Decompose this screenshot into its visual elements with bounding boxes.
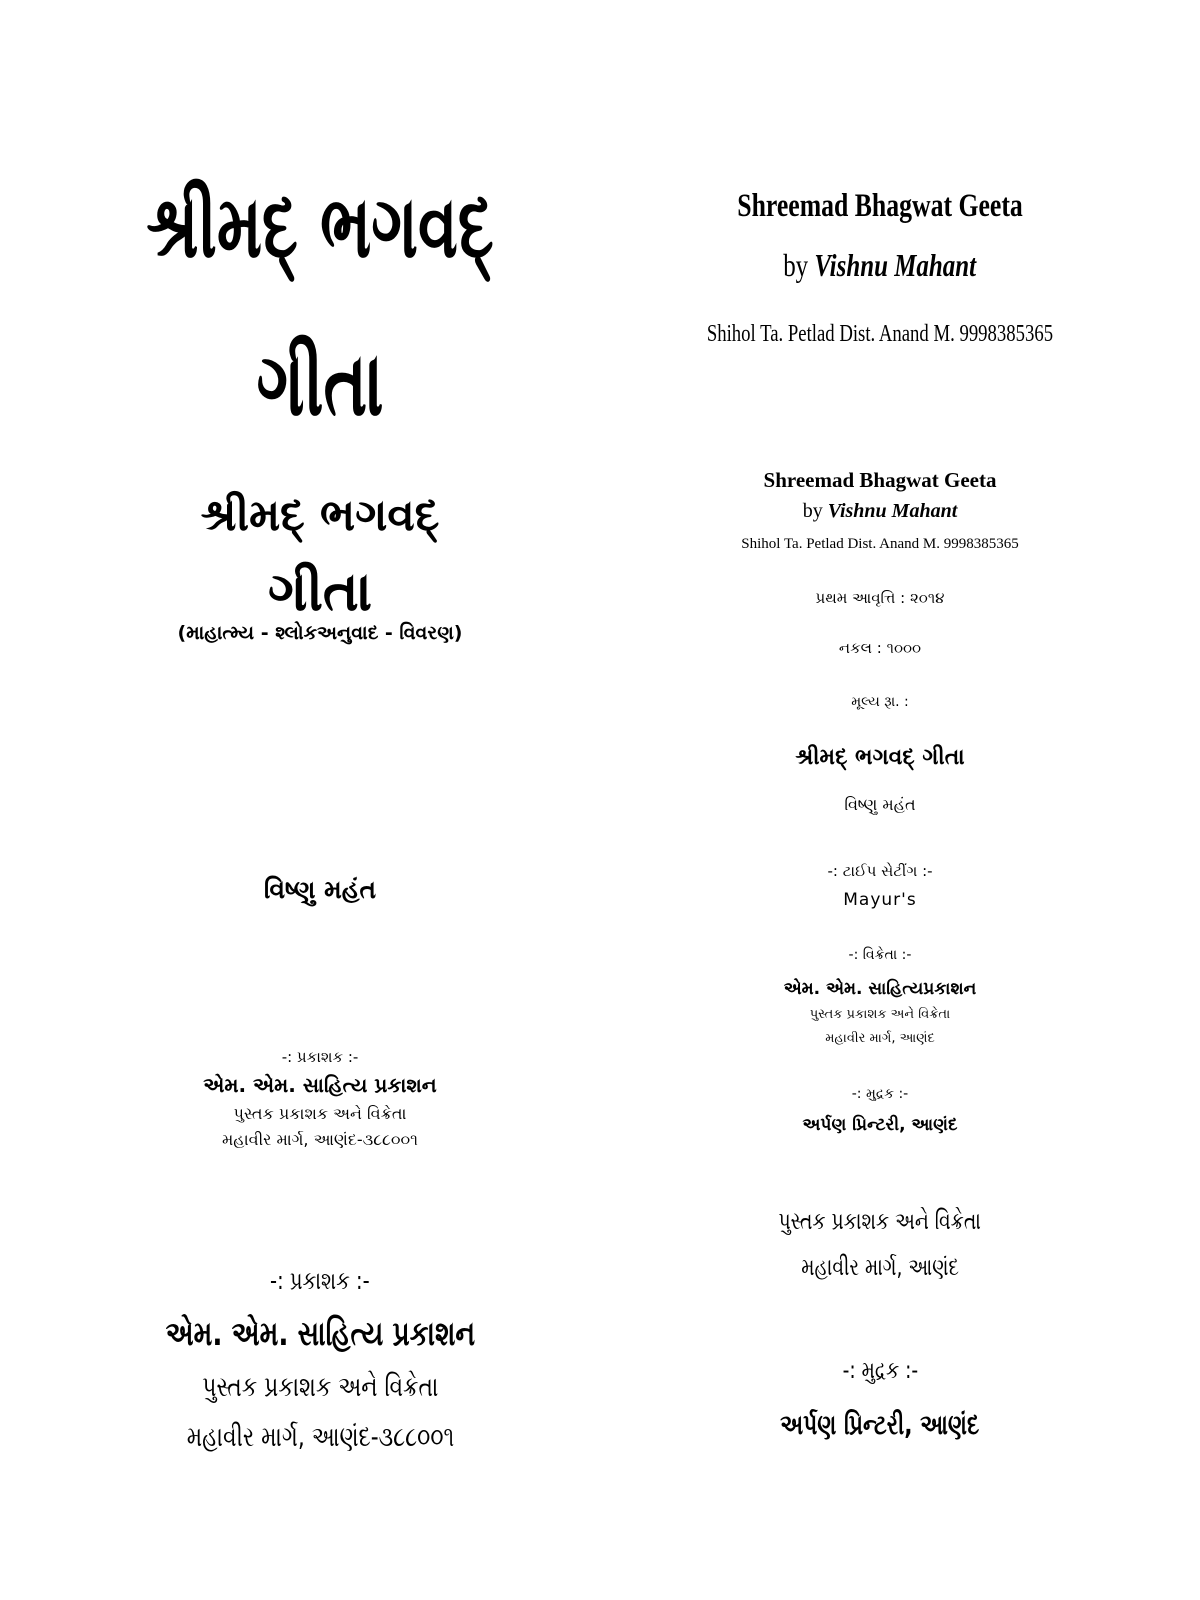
printer-name-large-text: અર્પણ પ્રિન્ટરી, આણંદ [780, 1408, 980, 1441]
english-title-large [640, 188, 1120, 225]
cut-off-title-fragment [0, 331, 640, 436]
author-name-small: વિષ્ણુ મહંત [844, 795, 916, 814]
typesetting-name: Mayur's [843, 890, 917, 910]
publisher-description-large [0, 1370, 640, 1404]
english-title: Shreemad Bhagwat Geeta [763, 468, 997, 492]
seller-address-large-text: મહાવીર માર્ગ, આણંદ [801, 1253, 959, 1281]
cut-title-text: ગીતા [256, 331, 384, 436]
author-name: વિષ્ણુ મહંત [263, 875, 377, 904]
publisher-name: એમ. એમ. સાહિત્ય પ્રકાશન [203, 1073, 437, 1097]
english-author: Vishnu Mahant [827, 500, 958, 522]
title-line-1: શ્રીમદ્ ભગવદ્ [200, 490, 440, 541]
publisher-label-large-text: -: પ્રકાશક :- [270, 1266, 370, 1295]
printer-label-large-text: -: મુદ્રક :- [842, 1356, 918, 1384]
seller-description-large-text: પુસ્તક પ્રકાશક અને વિક્રેતા [778, 1207, 982, 1235]
english-address: Shihol Ta. Petlad Dist. Anand M. 9998385365 [741, 536, 1019, 552]
seller-name: એમ. એમ. સાહિત્યપ્રકાશન [783, 979, 977, 999]
subtitle: (માહાત્મ્ય - શ્લોકઅનુવાદ - વિવરણ) [177, 622, 463, 644]
publisher-address: મહાવીર માર્ગ, આણંદ-૩૮૮૦૦૧ [222, 1130, 418, 1149]
seller-label: -: વિક્રેતા :- [848, 947, 912, 963]
publisher-name-large-text: એમ. એમ. સાહિત્ય પ્રકાશન [165, 1314, 475, 1354]
english-byline-large-inner [784, 247, 977, 284]
printer-name: અર્પણ પ્રિન્ટરી, આણંદ [802, 1115, 958, 1135]
seller-address: મહાવીર માર્ગ, આણંદ [825, 1031, 935, 1046]
seller-description-large [640, 1207, 1120, 1235]
printer-label: -: મુદ્રક :- [851, 1086, 909, 1102]
english-byline-large [640, 247, 1120, 284]
english-address-large-text: Shihol Ta. Petlad Dist. Anand M. 9998385365 [706, 321, 1054, 347]
publisher-description: પુસ્તક પ્રકાશક અને વિક્રેતા [233, 1104, 407, 1123]
book-title-gujarati: શ્રીમદ્ ભગવદ્ ગીતા [795, 745, 965, 770]
english-author-large: Vishnu Mahant [814, 247, 977, 283]
by-prefix: by [802, 500, 823, 522]
title-line-2: ગીતા [268, 560, 372, 623]
copies-info: નકલ : ૧૦૦૦ [838, 639, 922, 657]
printer-label-large [640, 1356, 1120, 1384]
english-byline [640, 500, 1120, 523]
english-address-large [640, 321, 1120, 348]
by-prefix: by [783, 247, 809, 283]
price-info: મૂલ્ય રૂા. : [851, 694, 909, 710]
seller-address-large [640, 1253, 1120, 1281]
publisher-name-large [0, 1314, 640, 1354]
seller-description: પુસ્તક પ્રકાશક અને વિક્રેતા [809, 1007, 951, 1022]
publisher-description-large-text: પુસ્તક પ્રકાશક અને વિક્રેતા [201, 1370, 439, 1403]
large-title-text: શ્રીમદ્ ભગવદ્ [146, 178, 494, 279]
printer-name-large [640, 1408, 1120, 1442]
publisher-address-large-text: મહાવીર માર્ગ, આણંદ-૩૮૮૦૦૧ [186, 1420, 454, 1453]
publisher-label: -: પ્રકાશક :- [281, 1048, 359, 1066]
edition-info: પ્રથમ આવૃત્તિ : ૨૦૧૪ [815, 589, 945, 607]
typesetting-label: -: ટાઈપ સેટીંગ :- [827, 862, 933, 880]
publisher-label-large [0, 1266, 640, 1296]
publisher-address-large [0, 1420, 640, 1454]
english-title-large-text: Shreemad Bhagwat Geeta [737, 188, 1023, 224]
large-gujarati-title [0, 178, 640, 279]
